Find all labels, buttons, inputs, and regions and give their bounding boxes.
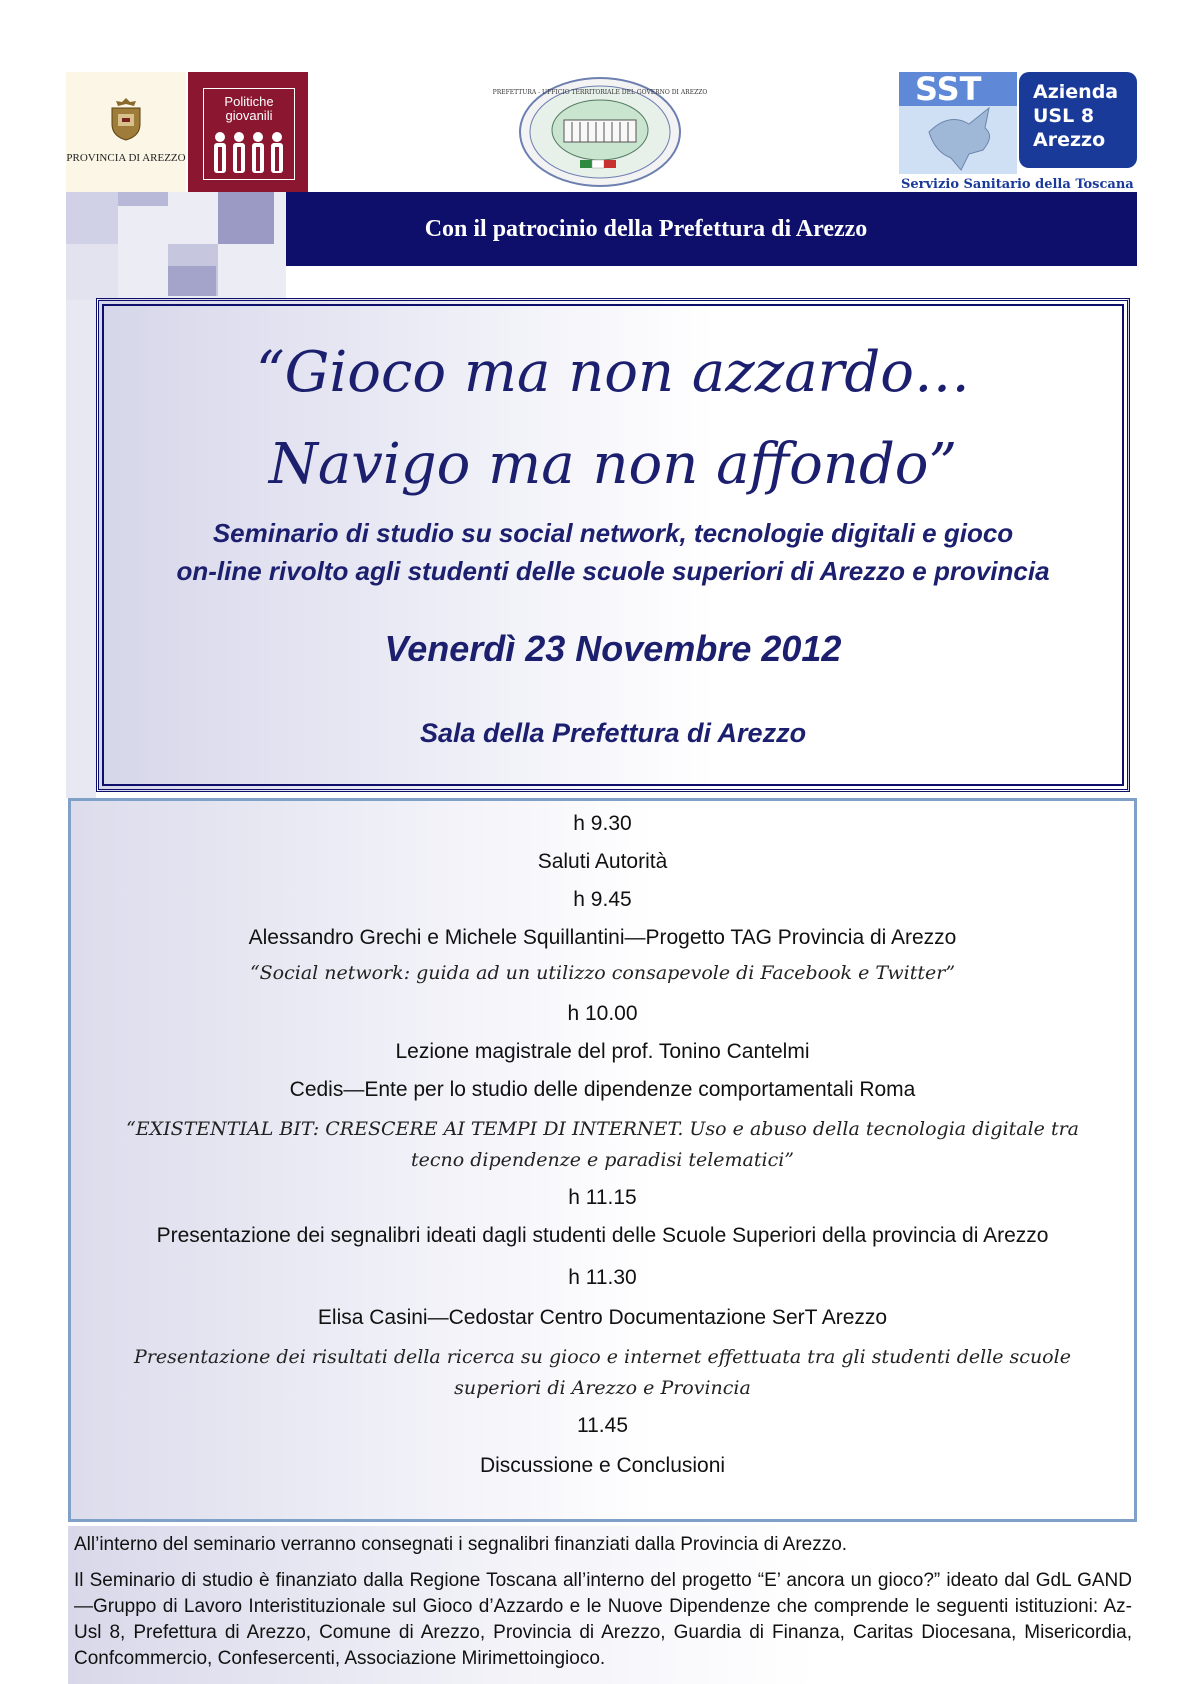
event-title-line-1: “Gioco ma non azzardo… xyxy=(256,340,970,405)
program-item: Discussione e Conclusioni xyxy=(479,1454,726,1477)
sst-usl8-logo xyxy=(899,72,1137,192)
politiche-logo-text: Politiche giovanili xyxy=(224,94,274,123)
program-time: h 9.45 xyxy=(573,888,632,911)
program-quote: “Social network: guida ad un utilizzo consapevole di Facebook e Twitter” xyxy=(249,962,956,984)
program-item: Cedis—Ente per lo studio delle dipendenze comportamentali Roma xyxy=(289,1078,916,1101)
sst-caption: Servizio Sanitario della Toscana xyxy=(901,177,1134,192)
program-time: 11.45 xyxy=(577,1414,628,1437)
prefettura-seal-logo xyxy=(492,76,708,188)
svg-text:Arezzo: Arezzo xyxy=(1033,129,1106,151)
event-venue: Sala della Prefettura di Arezzo xyxy=(419,718,807,748)
program-item: Alessandro Grechi e Michele Squillantini—Progetto TAG Provincia di Arezzo xyxy=(248,926,957,949)
provincia-arezzo-logo xyxy=(66,72,186,192)
program-time: h 11.15 xyxy=(568,1186,637,1209)
program-quote-line: Presentazione dei risultati della ricerca su gioco e internet effettuata tra gli studenti delle scuole xyxy=(134,1346,1071,1368)
program-quote-line: “EXISTENTIAL BIT: CRESCERE AI TEMPI DI INTERNET. Uso e abuso della tecnologia digitale tra xyxy=(126,1118,1079,1140)
event-date: Venerdì 23 Novembre 2012 xyxy=(384,628,842,669)
decorative-square xyxy=(218,192,274,244)
decorative-square xyxy=(168,266,216,296)
svg-text:Azienda: Azienda xyxy=(1033,81,1119,103)
crest-icon xyxy=(106,96,146,142)
program-quote xyxy=(70,1342,1135,1404)
program-item: Saluti Autorità xyxy=(537,850,668,873)
program-quote xyxy=(70,1114,1135,1176)
program-item: Presentazione dei segnalibri ideati dagli studenti delle Scuole Superiori della provincia di Arezzo xyxy=(156,1224,1049,1247)
provincia-logo-text: PROVINCIA DI AREZZO xyxy=(66,152,186,164)
decorative-square xyxy=(118,192,168,206)
program-item: Lezione magistrale del prof. Tonino Cantelmi xyxy=(395,1040,810,1063)
program-time: h 9.30 xyxy=(573,812,632,835)
svg-text:USL 8: USL 8 xyxy=(1033,105,1095,127)
seal-text: PREFETTURA - UFFICIO TERRITORIALE DEL GOVERNO DI AREZZO xyxy=(492,89,708,96)
sst-logo-graphic xyxy=(899,72,1137,192)
politiche-giovanili-logo xyxy=(188,72,308,192)
patronage-text: Con il patrocinio della Prefettura di Arezzo xyxy=(424,216,868,242)
people-icon xyxy=(208,129,290,175)
event-subtitle xyxy=(110,514,1116,590)
subtitle-line-1: Seminario di studio su social network, tecnologie digitali e gioco xyxy=(212,518,1014,548)
decorative-square xyxy=(66,192,118,244)
footer-note: All’interno del seminario verranno consegnati i segnalibri finanziati dalla Provincia di Arezzo. xyxy=(74,1534,848,1555)
footer-note-funding: Il Seminario di studio è finanziato dalla Regione Toscana all’interno del progetto “E’ ancora un gioco?” ideato dal GdL GAND—Gruppo di Lavoro Interistituzionale sul Gioco d’Azzardo e le Nuove Dipendenze che comprende le seguenti istituzioni: Az-Usl 8, Prefettura di Arezzo, Comune di Arezzo, Provincia di Arezzo, Guardia di Finanza, Caritas Diocesana, Misericordia, Confcommercio, Confesercenti, Associazione Mirimettoingioco. xyxy=(74,1570,1132,1669)
decorative-square xyxy=(66,300,96,798)
program-item: Elisa Casini—Cedostar Centro Documentazione SerT Arezzo xyxy=(317,1306,888,1329)
subtitle-line-2: on-line rivolto agli studenti delle scuole superiori di Arezzo e provincia xyxy=(176,556,1050,586)
program-quote-line: tecno dipendenze e paradisi telematici” xyxy=(410,1149,795,1171)
program-time: h 11.30 xyxy=(568,1266,637,1289)
event-title-line-2: Navigo ma non affondo” xyxy=(268,432,958,497)
seal-icon xyxy=(492,76,708,188)
program-quote-line: superiori di Arezzo e Provincia xyxy=(454,1377,751,1399)
program-time: h 10.00 xyxy=(567,1002,638,1025)
sst-acronym: SST xyxy=(915,70,982,108)
